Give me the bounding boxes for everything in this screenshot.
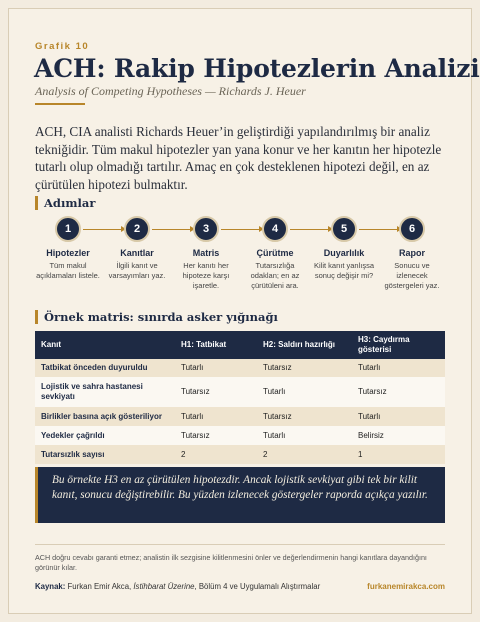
table-cell: Tutarsız	[257, 359, 352, 377]
step-name: Hipotezler	[46, 248, 90, 258]
step-desc: Tutarsızlığa odaklan; en az çürütüleni ara.	[250, 261, 300, 290]
step-desc: Her kanıtı her hipoteze karşı işaretle.	[182, 261, 230, 290]
step-desc: Kilit kanıt yanlışsa sonuç değişir mi?	[313, 261, 375, 280]
source-author: Furkan Emir Akca,	[67, 582, 132, 591]
source-rest: , Bölüm 4 ve Uygulamalı Alıştırmalar	[194, 582, 321, 591]
step-number: 2	[124, 216, 150, 242]
step-number: 4	[262, 216, 288, 242]
table-header-row	[35, 331, 445, 359]
table-cell: Tutarlı	[352, 407, 445, 426]
table-row	[35, 426, 445, 445]
column-header: Kanıt	[35, 331, 175, 359]
table-row	[35, 377, 445, 407]
evidence-cell: Birlikler basına açık gösteriliyor	[35, 407, 175, 426]
step-3	[172, 216, 240, 291]
column-header: H2: Saldırı hazırlığı	[257, 331, 352, 359]
source-citation	[35, 582, 320, 591]
step-name: Duyarlılık	[323, 248, 365, 258]
steps-flow	[34, 216, 446, 296]
page-subtitle: Analysis of Competing Hypotheses — Richards J. Heuer	[35, 84, 306, 98]
table-row	[35, 407, 445, 426]
step-6	[378, 216, 446, 291]
ach-matrix	[35, 331, 445, 464]
step-desc: Sonucu ve izlenecek göstergeleri yaz.	[384, 261, 440, 290]
evidence-cell: Lojistik ve sahra hastanesi sevkiyatı	[35, 377, 175, 407]
table-cell: 2	[175, 445, 257, 464]
evidence-cell: Yedekler çağrıldı	[35, 426, 175, 445]
table-cell: Tutarlı	[175, 407, 257, 426]
evidence-cell: Tatbikat önceden duyuruldu	[35, 359, 175, 377]
website-link[interactable]: furkanemirakca.com	[367, 582, 445, 591]
source-label: Kaynak:	[35, 582, 66, 591]
footer-divider	[35, 544, 445, 545]
source-book: İstihbarat Üzerine	[133, 582, 195, 591]
step-2	[103, 216, 171, 281]
table-cell: Tutarlı	[352, 359, 445, 377]
table-cell: Tutarsız	[175, 426, 257, 445]
table-cell: 2	[257, 445, 352, 464]
evidence-cell: Tutarsızlık sayısı	[35, 445, 175, 464]
matrix-heading: Örnek matris: sınırda asker yığınağı	[35, 310, 278, 324]
footer-note: ACH doğru cevabı garanti etmez; analistin ilk sezgisine kilitlenmesini önler ve değerlendirmenin hangi kanıtlara dayandığını görünür kılar.	[35, 553, 427, 572]
step-name: Kanıtlar	[120, 248, 154, 258]
page-title: ACH: Rakip Hipotezlerin Analizi	[34, 54, 480, 83]
conclusion-callout: Bu örnekte H3 en az çürütülen hipotezdir. Ancak lojistik sevkiyat gibi tek bir kilit kanıt, sonucu değiştirebilir. Bu yüzden izlenecek göstergeler raporda açıkça yazılır.	[35, 467, 445, 523]
column-header: H3: Caydırma gösterisi	[352, 331, 445, 359]
step-number: 5	[331, 216, 357, 242]
table-cell: Tutarlı	[257, 377, 352, 407]
table-row-total	[35, 445, 445, 464]
step-desc: Tüm makul açıklamaları listele.	[36, 261, 100, 280]
table-cell: Tutarlı	[257, 426, 352, 445]
intro-paragraph: ACH, CIA analisti Richards Heuer’in geliştirdiği yapılandırılmış bir analiz tekniğidir. Tüm makul hipotezler yan yana konur ve her kanıtın her hipotezle tutarlı olup olmadığı tartılır. Amaç en çok desteklenen hipotezi değil, en az çürütülen hipotezi bulmaktır.	[35, 124, 442, 192]
step-5	[310, 216, 378, 281]
step-4	[241, 216, 309, 291]
table-row	[35, 359, 445, 377]
title-rule	[35, 103, 85, 105]
step-name: Rapor	[398, 248, 425, 258]
table-cell: Tutarsız	[257, 407, 352, 426]
figure-kicker: Grafik 10	[35, 41, 90, 52]
step-number: 3	[193, 216, 219, 242]
step-number: 6	[399, 216, 425, 242]
table-cell: Tutarsız	[352, 377, 445, 407]
step-number: 1	[55, 216, 81, 242]
table-cell: Tutarsız	[175, 377, 257, 407]
step-desc: İlgili kanıt ve varsayımları yaz.	[108, 261, 166, 280]
table-cell: Tutarlı	[175, 359, 257, 377]
steps-heading: Adımlar	[35, 196, 95, 210]
table-cell: Belirsiz	[352, 426, 445, 445]
step-1	[34, 216, 102, 281]
column-header: H1: Tatbikat	[175, 331, 257, 359]
table-cell: 1	[352, 445, 445, 464]
step-name: Çürütme	[256, 248, 294, 258]
step-name: Matris	[192, 248, 220, 258]
